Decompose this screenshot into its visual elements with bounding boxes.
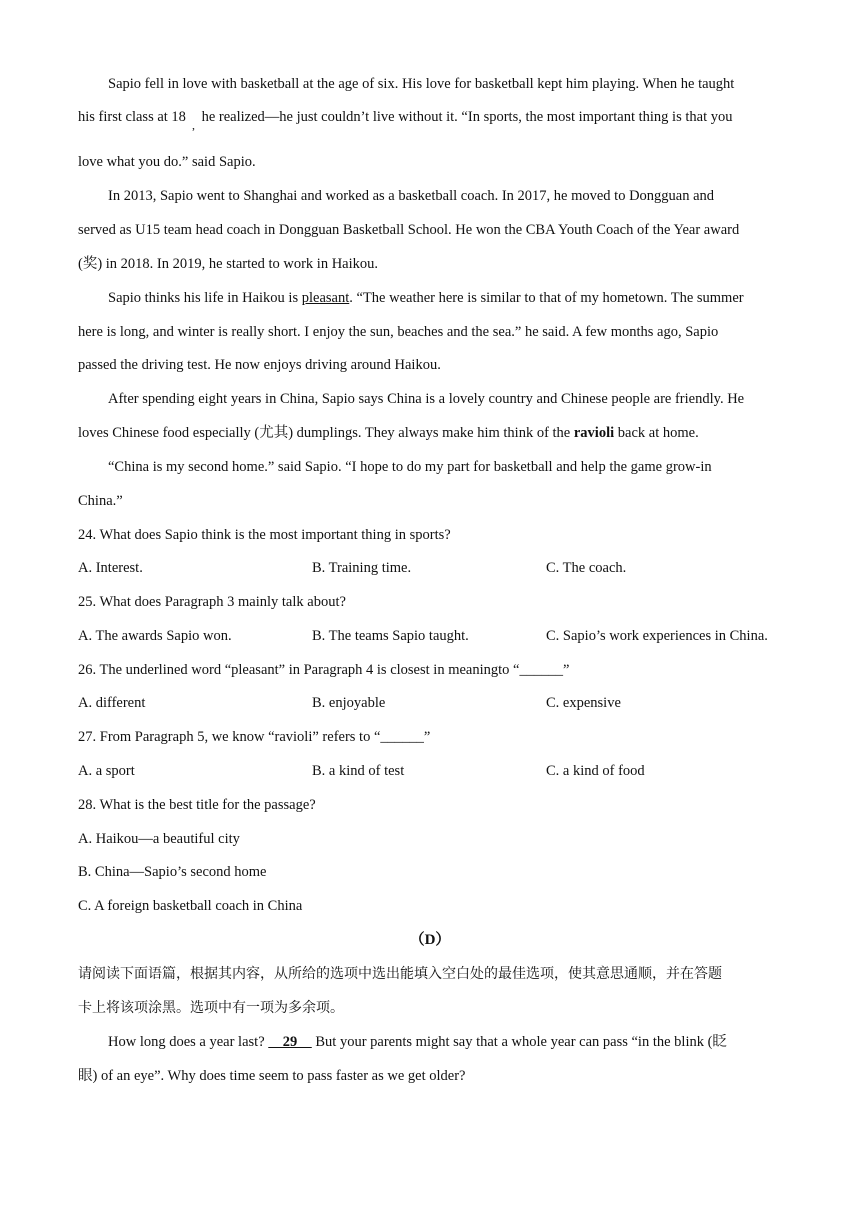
paragraph-2-line-3: (奖) in 2018. In 2019, he started to work in Haikou. [78, 256, 379, 272]
paragraph-3-line-3: passed the driving test. He now enjoys driving around Haikou. [78, 357, 441, 373]
paragraph-2-line-2: served as U15 team head coach in Dongguan Basketball School. He won the CBA Youth Coach of the Year award [78, 222, 740, 238]
paragraph-1-line-2-start: his first class at 18 [78, 109, 186, 125]
blank-29: 29 [268, 1034, 312, 1050]
paragraph-4-line-2 [78, 423, 790, 443]
question-28-option-b[interactable]: B. China—Sapio’s second home [78, 864, 267, 880]
section-d-instructions-line-1: 请阅读下面语篇，根据其内容，从所给的选项中选出能填入空白处的最佳选项，使其意思通顺，并在答题 [78, 966, 722, 982]
paragraph-5-line-2: China.” [78, 493, 123, 509]
question-28-option-c[interactable]: C. A foreign basketball coach in China [78, 898, 303, 914]
question-24-option-a[interactable]: A. Interest. [78, 560, 143, 576]
question-24-option-c[interactable]: C. The coach. [546, 560, 627, 576]
question-26-option-b[interactable]: B. enjoyable [312, 695, 386, 711]
question-27-stem: 27. From Paragraph 5, we know “ravioli” refers to “______” [78, 729, 431, 745]
paragraph-5-line-1: “China is my second home.” said Sapio. “I hope to do my part for basketball and help the game grow-in [108, 459, 712, 475]
paragraph-1-line-2-end: he realized—he just couldn’t live without it. “In sports, the most important thing is that you [201, 109, 733, 125]
section-d-paragraph-1-line-1 [108, 1032, 820, 1052]
paragraph-1-comma: , [192, 118, 195, 132]
paragraph-2-line-1: In 2013, Sapio went to Shanghai and worked as a basketball coach. In 2017, he moved to Dongguan and [108, 188, 715, 204]
question-24-stem: 24. What does Sapio think is the most important thing in sports? [78, 527, 451, 543]
paragraph-3-line-2: here is long, and winter is really short. I enjoy the sun, beaches and the sea.” he said. A few months ago, Sapio [78, 324, 719, 340]
paragraph-1-line-1: Sapio fell in love with basketball at the age of six. His love for basketball kept him playing. When he taught [108, 76, 735, 92]
question-27-option-b[interactable]: B. a kind of test [312, 763, 405, 779]
paragraph-4-line-2-start: loves Chinese food especially (尤其) dumplings. They always make him think of the [78, 425, 574, 441]
question-25-option-c[interactable]: C. Sapio’s work experiences in China. [546, 628, 768, 644]
section-d-instructions-line-2: 卡上将该项涂黑。选项中有一项为多余项。 [78, 1000, 344, 1016]
question-28-stem: 28. What is the best title for the passage? [78, 797, 316, 813]
question-25-stem: 25. What does Paragraph 3 mainly talk about? [78, 594, 346, 610]
question-27-option-a[interactable]: A. a sport [78, 763, 135, 779]
question-26-option-a[interactable]: A. different [78, 695, 146, 711]
question-26-stem: 26. The underlined word “pleasant” in Paragraph 4 is closest in meaningto “______” [78, 662, 570, 678]
section-d-paragraph-1-line-2: 眼) of an eye”. Why does time seem to pass faster as we get older? [78, 1068, 466, 1084]
paragraph-3-line-1-start: Sapio thinks his life in Haikou is [108, 290, 302, 306]
question-26-option-c[interactable]: C. expensive [546, 695, 621, 711]
paragraph-4-line-1: After spending eight years in China, Sapio says China is a lovely country and Chinese people are friendly. He [108, 391, 745, 407]
bold-word-ravioli: ravioli [573, 425, 615, 441]
paragraph-4-line-2-end: back at home. [614, 425, 699, 441]
paragraph-1-line-2 [78, 107, 790, 132]
question-24-option-b[interactable]: B. Training time. [312, 560, 412, 576]
underlined-word-pleasant: pleasant [301, 290, 350, 306]
section-d-paragraph-1-end: But your parents might say that a whole year can pass “in the blink (眨 [311, 1034, 727, 1050]
section-d-heading: （D） [409, 932, 451, 948]
section-d-paragraph-1-start: How long does a year last? [108, 1034, 269, 1050]
question-28-option-a[interactable]: A. Haikou—a beautiful city [78, 831, 240, 847]
paragraph-1-line-3: love what you do.” said Sapio. [78, 154, 256, 170]
question-27-option-c[interactable]: C. a kind of food [546, 763, 645, 779]
paragraph-3-line-1-end: . “The weather here is similar to that of my hometown. The summer [349, 290, 744, 306]
paragraph-3-line-1 [108, 288, 820, 308]
question-25-option-b[interactable]: B. The teams Sapio taught. [312, 628, 469, 644]
question-25-option-a[interactable]: A. The awards Sapio won. [78, 628, 232, 644]
